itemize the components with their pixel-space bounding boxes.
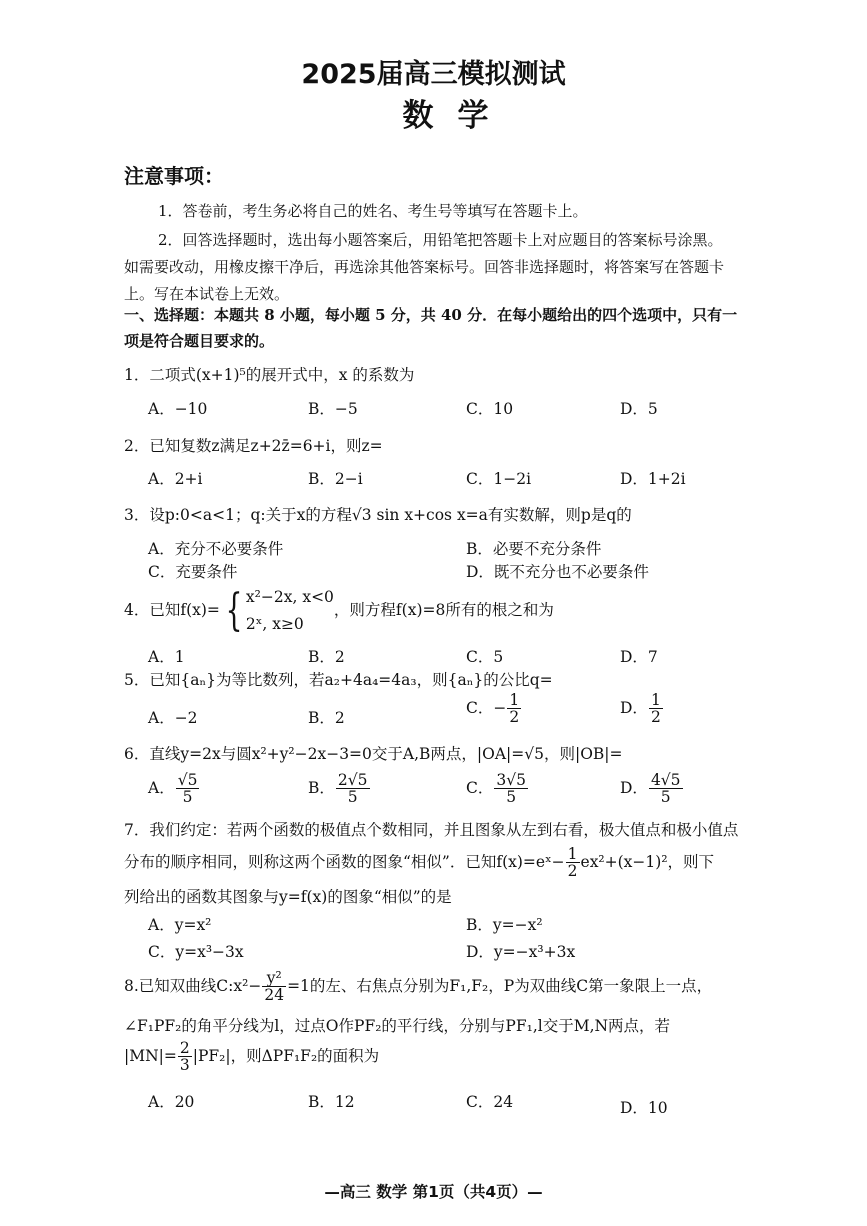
- question-1-stem: 1．二项式(x+1)⁵的展开式中，x 的系数为: [124, 366, 415, 384]
- notice-item-1: 1．答卷前，考生务必将自己的姓名、考生号等填写在答题卡上。: [158, 202, 588, 220]
- fraction-denominator: 2: [650, 708, 661, 727]
- question-2-option-d: D．1+2i: [620, 470, 686, 488]
- question-7-fraction: [566, 846, 580, 880]
- section-heading-line-1: 一、选择题：本题共 8 小题，每小题 5 分，共 40 分．在每小题给出的四个选项中，只有一: [124, 306, 738, 324]
- fraction-numerator: y²: [262, 970, 286, 987]
- question-8-fraction: [262, 970, 286, 1004]
- question-5-stem: 5．已知{aₙ}为等比数列，若a₂+4a₄=4a₃，则{aₙ}的公比q=: [124, 671, 553, 689]
- question-8-line-3-start: |MN|=: [124, 1046, 177, 1065]
- question-4-brace: {: [225, 585, 243, 636]
- question-4-tail: ，则方程f(x)=8所有的根之和为: [333, 601, 554, 619]
- question-4-case-2: 2ˣ, x≥0: [245, 615, 304, 633]
- section-heading-line-2: 项是符合题目要求的。: [124, 332, 275, 350]
- question-7-line-2: [124, 846, 714, 880]
- question-6-option-b-label: B．: [308, 778, 335, 797]
- question-8-option-a: A．20: [148, 1093, 195, 1111]
- question-7-line-1: 7．我们约定：若两个函数的极值点个数相同，并且图象从左到右看，极大值点和极小值点: [124, 821, 739, 839]
- notice-item-2-line-2: 如需要改动，用橡皮擦干净后，再选涂其他答案标号。回答非选择题时，将答案写在答题卡: [124, 258, 725, 276]
- notice-item-2-line-3: 上。写在本试卷上无效。: [124, 285, 290, 303]
- notice-heading: 注意事项：: [124, 164, 224, 188]
- question-4-cases: [246, 584, 334, 638]
- fraction-numerator: 2: [179, 1039, 190, 1057]
- exam-title: 2025届高三模拟测试: [301, 59, 566, 90]
- question-4-option-b: B．2: [308, 648, 345, 666]
- question-5-option-a: A．−2: [148, 709, 198, 727]
- fraction-numerator: 1: [567, 845, 578, 863]
- question-6-option-c: [466, 772, 529, 806]
- subject-title: 数学: [402, 98, 513, 134]
- fraction-denominator: 5: [660, 788, 671, 807]
- question-2-stem: 2．已知复数z满足z+2z̄=6+i，则z=: [124, 437, 383, 455]
- question-1-option-c: C．10: [466, 400, 514, 418]
- fraction-numerator: √5: [177, 771, 198, 789]
- question-4-option-c: C．5: [466, 648, 504, 666]
- question-5-option-c-label: C．−: [466, 698, 507, 717]
- fraction-numerator: 2√5: [337, 771, 368, 789]
- question-1-option-d: D．5: [620, 400, 658, 418]
- question-5-option-b: B．2: [308, 709, 345, 727]
- question-8-option-c: C．24: [466, 1093, 514, 1111]
- question-1-option-b: B．−5: [308, 400, 358, 418]
- question-6-option-b-fraction: [336, 772, 370, 806]
- fraction-denominator: 2: [567, 862, 578, 881]
- question-3-option-a: A．充分不必要条件: [148, 540, 284, 558]
- question-5-option-c-fraction: [507, 692, 521, 726]
- fraction-numerator: 4√5: [650, 771, 681, 789]
- question-5-option-c: [466, 692, 522, 726]
- question-6-option-d-label: D．: [620, 778, 648, 797]
- question-3-option-b: B．必要不充分条件: [466, 540, 602, 558]
- question-6-option-c-label: C．: [466, 778, 494, 797]
- question-5-option-d: [620, 692, 664, 726]
- fraction-denominator: 3: [179, 1056, 190, 1075]
- question-7-line-2-end: ex²+(x−1)²，则下: [580, 852, 715, 871]
- question-8-line-1-start: 8.已知双曲线C:x²−: [124, 976, 262, 995]
- question-2-option-a: A．2+i: [148, 470, 203, 488]
- question-4-stem: [124, 584, 554, 638]
- question-8-line-1-end: =1的左、右焦点分别为F₁,F₂，P为双曲线C第一象限上一点，: [287, 976, 713, 995]
- question-6-option-d: [620, 772, 684, 806]
- question-6-option-a: [148, 772, 200, 806]
- question-4-lead: 4．已知f(x)=: [124, 601, 220, 619]
- question-8-fraction-2: [178, 1040, 192, 1074]
- fraction-denominator: 24: [264, 986, 285, 1005]
- question-7-option-b: B．y=−x²: [466, 916, 543, 934]
- fraction-denominator: 5: [182, 788, 193, 807]
- question-7-option-a: A．y=x²: [148, 916, 212, 934]
- question-8-option-b: B．12: [308, 1093, 355, 1111]
- question-7-option-c: C．y=x³−3x: [148, 943, 244, 961]
- question-2-option-b: B．2−i: [308, 470, 363, 488]
- fraction-denominator: 5: [347, 788, 358, 807]
- question-8-option-d: D．10: [620, 1099, 668, 1117]
- question-8-line-2: ∠F₁PF₂的角平分线为l，过点O作PF₂的平行线，分别与PF₁,l交于M,N两点，若: [124, 1017, 671, 1035]
- question-7-option-d: D．y=−x³+3x: [466, 943, 576, 961]
- question-2-option-c: C．1−2i: [466, 470, 532, 488]
- fraction-numerator: 1: [650, 691, 661, 709]
- fraction-numerator: 1: [509, 691, 520, 709]
- fraction-denominator: 5: [506, 788, 517, 807]
- question-8-line-1: [124, 970, 712, 1004]
- question-1-option-a: A．−10: [148, 400, 208, 418]
- question-3-stem: 3．设p:0<a<1；q:关于x的方程√3 sin x+cos x=a有实数解，则p是q的: [124, 506, 632, 524]
- question-6-option-c-fraction: [494, 772, 528, 806]
- question-3-option-c: C．充要条件: [148, 563, 238, 581]
- question-5-option-d-fraction: [649, 692, 663, 726]
- question-7-line-3: 列给出的函数其图象与y=f(x)的图象“相似”的是: [124, 888, 452, 906]
- question-8-line-3-end: |PF₂|，则ΔPF₁F₂的面积为: [192, 1046, 380, 1065]
- question-7-line-2-start: 分布的顺序相同，则称这两个函数的图象“相似”．已知f(x)=eˣ−: [124, 852, 565, 871]
- question-5-option-d-label: D．: [620, 698, 648, 717]
- fraction-numerator: 3√5: [496, 771, 526, 789]
- question-6-option-b: [308, 772, 371, 806]
- question-6-option-a-fraction: [176, 772, 200, 806]
- page-footer: —高三 数学 第1页（共4页）—: [324, 1183, 543, 1201]
- question-6-option-a-label: A．: [148, 778, 175, 797]
- question-8-line-3: [124, 1040, 379, 1074]
- question-4-option-a: A．1: [148, 648, 185, 666]
- notice-item-2-line-1: 2．回答选择题时，选出每小题答案后，用铅笔把答题卡上对应题目的答案标号涂黑。: [158, 231, 723, 249]
- question-4-case-1: x²−2x, x<0: [245, 588, 334, 606]
- fraction-denominator: 2: [509, 708, 520, 727]
- question-6-option-d-fraction: [649, 772, 683, 806]
- question-3-option-d: D．既不充分也不必要条件: [466, 563, 649, 581]
- question-4-option-d: D．7: [620, 648, 658, 666]
- question-6-stem: 6．直线y=2x与圆x²+y²−2x−3=0交于A,B两点，|OA|=√5，则|OB|=: [124, 745, 623, 763]
